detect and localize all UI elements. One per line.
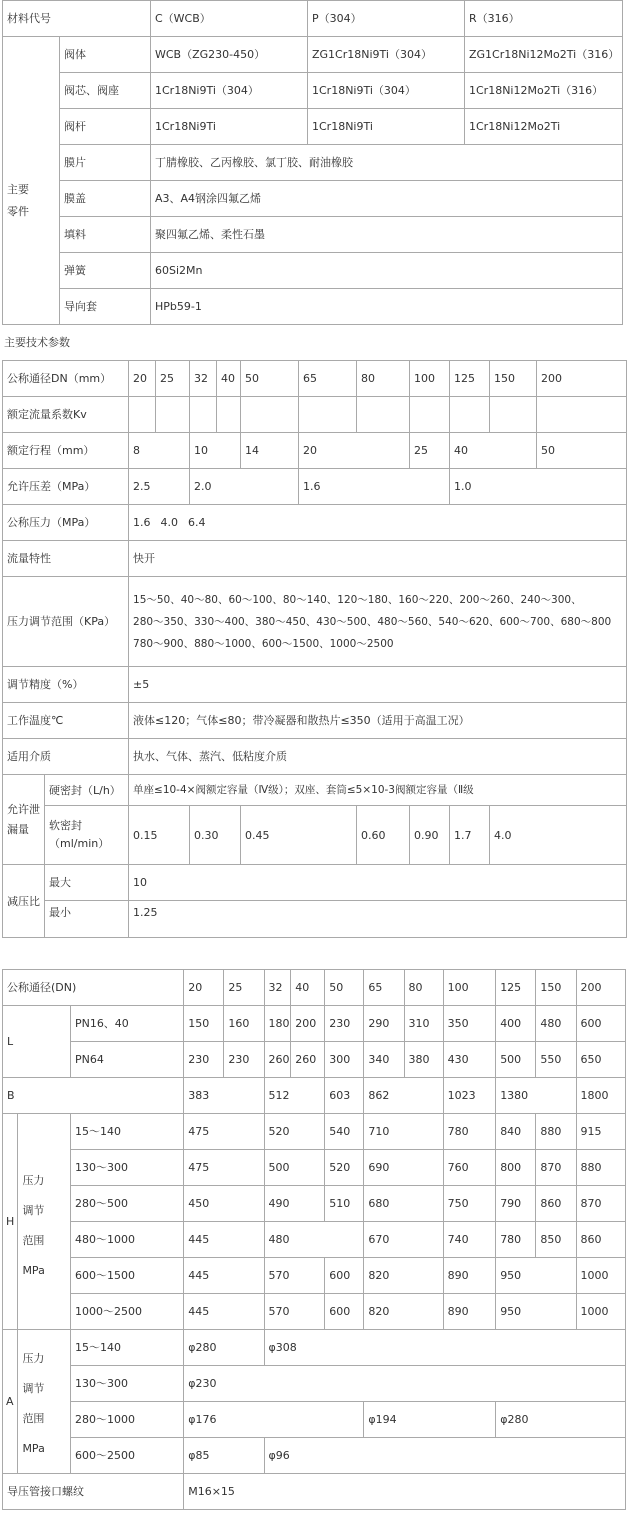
soft-value: 0.45 [241, 806, 357, 865]
stroke-value: 25 [410, 433, 450, 469]
material-r-header: R（316） [465, 1, 623, 37]
H-value: 445 [184, 1258, 264, 1294]
dims-dn-label: 公称通径(DN) [3, 970, 184, 1006]
accuracy-label: 调节精度（%） [3, 667, 129, 703]
soft-row [3, 806, 627, 865]
dn-value: 25 [156, 361, 190, 397]
H-row [3, 1222, 626, 1258]
medium-row [3, 739, 627, 775]
H-value: 670 [364, 1222, 443, 1258]
dims-dn-row [3, 970, 626, 1006]
dims-dn-value: 25 [224, 970, 264, 1006]
ratio-label: 减压比 [3, 865, 45, 938]
H-row [3, 1150, 626, 1186]
A-range: 130～300 [70, 1366, 183, 1402]
H-row [3, 1294, 626, 1330]
H-value: 520 [264, 1114, 325, 1150]
part-r-value: ZG1Cr18Ni12Mo2Ti（316） [465, 37, 623, 73]
stroke-label: 额定行程（mm） [3, 433, 129, 469]
pn1640-value: 150 [184, 1006, 224, 1042]
part-all-value: 丁腈橡胶、乙丙橡胶、氯丁胶、耐油橡胶 [151, 145, 623, 181]
side-label-unit: MPa [22, 1441, 45, 1455]
table-row [3, 37, 623, 73]
flow-label: 流量特性 [3, 541, 129, 577]
range-label: 压力调节范围（KPa） [3, 577, 129, 667]
H-value: 520 [325, 1150, 364, 1186]
A-label: A [3, 1330, 18, 1474]
min-label: 最小 [45, 901, 129, 938]
part-name: 填料 [60, 217, 151, 253]
dims-dn-value: 80 [404, 970, 443, 1006]
A-range: 15～140 [70, 1330, 183, 1366]
side-label-unit: MPa [22, 1263, 45, 1277]
H-value: 780 [443, 1114, 496, 1150]
pn1640-value: 480 [536, 1006, 576, 1042]
max-value: 10 [129, 865, 627, 901]
A-row [3, 1438, 626, 1474]
H-value: 445 [184, 1294, 264, 1330]
H-value: 570 [264, 1294, 325, 1330]
H-range: 480～1000 [70, 1222, 183, 1258]
part-name: 阀芯、阀座 [60, 73, 151, 109]
part-name: 膜盖 [60, 181, 151, 217]
stroke-value: 40 [450, 433, 537, 469]
pn-values [129, 505, 627, 541]
pn1640-value: 310 [404, 1006, 443, 1042]
pn1640-label: PN16、40 [70, 1006, 183, 1042]
dn-value: 150 [490, 361, 537, 397]
range-line-1: 15～50、40～80、60～100、80～140、120～180、160～220、200～260、240～300、 [133, 593, 582, 606]
part-all-value: A3、A4钢涂四氟乙烯 [151, 181, 623, 217]
H-value: 760 [443, 1150, 496, 1186]
side-label-range: 范围 [22, 1411, 45, 1425]
dims-dn-value: 50 [325, 970, 364, 1006]
dn-value: 40 [217, 361, 241, 397]
stroke-value: 10 [190, 433, 241, 469]
H-value: 860 [536, 1186, 576, 1222]
dn-value: 200 [537, 361, 627, 397]
pn1640-value: 160 [224, 1006, 264, 1042]
L-label: L [3, 1006, 71, 1078]
pn64-value: 230 [184, 1042, 224, 1078]
H-range: 15～140 [70, 1114, 183, 1150]
L-pn64-row [3, 1042, 626, 1078]
H-value: 500 [264, 1150, 325, 1186]
range-line-2: 280～350、330～400、380～450、430～500、480～560、540～620、600～700、680～800 780～900、880～1000、600～1500、1000～2500 [133, 615, 622, 650]
A-row [3, 1366, 626, 1402]
part-all-value: 聚四氟乙烯、柔性石墨 [151, 217, 623, 253]
H-value: 1000 [576, 1258, 626, 1294]
part-r-value: 1Cr18Ni12Mo2Ti（316） [465, 73, 623, 109]
part-p-value: ZG1Cr18Ni9Ti（304） [308, 37, 465, 73]
H-value: 870 [536, 1150, 576, 1186]
pn1640-value: 400 [496, 1006, 536, 1042]
H-value: 570 [264, 1258, 325, 1294]
stroke-row [3, 433, 627, 469]
dp-value: 2.0 [190, 469, 299, 505]
pn64-value: 430 [443, 1042, 496, 1078]
side-label-pressure: 压力 [22, 1173, 45, 1187]
H-value: 820 [364, 1258, 443, 1294]
hard-row [3, 775, 627, 806]
soft-label: 软密封（ml/min） [45, 806, 129, 865]
dn-value: 32 [190, 361, 217, 397]
main-parts-label-line2: 零件 [7, 204, 29, 218]
thread-value: M16×15 [184, 1474, 626, 1510]
H-value: 540 [325, 1114, 364, 1150]
kv-value [299, 397, 357, 433]
materials-table [2, 0, 623, 325]
thread-label: 导压管接口螺纹 [3, 1474, 184, 1510]
material-c-header: C（WCB） [151, 1, 308, 37]
H-value: 1000 [576, 1294, 626, 1330]
materials-header-row [3, 1, 623, 37]
side-label-pressure: 压力 [22, 1351, 45, 1365]
H-value: 870 [576, 1186, 626, 1222]
B-value: 512 [264, 1078, 325, 1114]
temp-label: 工作温度℃ [3, 703, 129, 739]
B-row [3, 1078, 626, 1114]
pn1640-value: 350 [443, 1006, 496, 1042]
H-side-label [18, 1114, 71, 1330]
hard-label: 硬密封（L/h） [45, 775, 129, 806]
part-name: 阀杆 [60, 109, 151, 145]
dn-label: 公称通径DN（mm） [3, 361, 129, 397]
A-side-label [18, 1330, 71, 1474]
part-p-value: 1Cr18Ni9Ti [308, 109, 465, 145]
H-value: 475 [184, 1150, 264, 1186]
H-value: 600 [325, 1294, 364, 1330]
range-value [129, 577, 627, 667]
pn64-value: 380 [404, 1042, 443, 1078]
pn64-value: 260 [291, 1042, 325, 1078]
B-value: 603 [325, 1078, 364, 1114]
H-value: 915 [576, 1114, 626, 1150]
kv-value [129, 397, 156, 433]
A-row [3, 1402, 626, 1438]
dimensions-table [2, 969, 626, 1510]
accuracy-row [3, 667, 627, 703]
main-parts-label-line1: 主要 [7, 182, 29, 196]
B-label: B [3, 1078, 184, 1114]
H-range: 600～1500 [70, 1258, 183, 1294]
pn64-value: 500 [496, 1042, 536, 1078]
soft-value: 0.60 [357, 806, 410, 865]
H-value: 710 [364, 1114, 443, 1150]
A-range: 600～2500 [70, 1438, 183, 1474]
dims-dn-value: 20 [184, 970, 224, 1006]
table-row [3, 145, 623, 181]
H-label: H [3, 1114, 18, 1330]
dims-dn-value: 150 [536, 970, 576, 1006]
soft-value: 0.15 [129, 806, 190, 865]
part-r-value: 1Cr18Ni12Mo2Ti [465, 109, 623, 145]
kv-value [156, 397, 190, 433]
H-value: 490 [264, 1186, 325, 1222]
kv-value [241, 397, 299, 433]
temp-row [3, 703, 627, 739]
part-c-value: 1Cr18Ni9Ti [151, 109, 308, 145]
soft-value: 0.90 [410, 806, 450, 865]
A-value: φ85 [184, 1438, 264, 1474]
table-row [3, 217, 623, 253]
pn1640-value: 600 [576, 1006, 626, 1042]
part-name: 弹簧 [60, 253, 151, 289]
A-row [3, 1330, 626, 1366]
dn-value: 125 [450, 361, 490, 397]
dims-dn-value: 200 [576, 970, 626, 1006]
part-c-value: WCB（ZG230-450） [151, 37, 308, 73]
max-label: 最大 [45, 865, 129, 901]
A-value: φ308 [264, 1330, 625, 1366]
H-value: 950 [496, 1258, 576, 1294]
range-row [3, 577, 627, 667]
dn-value: 50 [241, 361, 299, 397]
material-p-header: P（304） [308, 1, 465, 37]
soft-value: 0.30 [190, 806, 241, 865]
pn-value: 6.4 [188, 516, 206, 529]
kv-value [490, 397, 537, 433]
pn-label: 公称压力（MPa） [3, 505, 129, 541]
A-value: φ96 [264, 1438, 625, 1474]
pn-row [3, 505, 627, 541]
dn-value: 20 [129, 361, 156, 397]
H-value: 890 [443, 1294, 496, 1330]
L-pn1640-row [3, 1006, 626, 1042]
H-value: 880 [576, 1150, 626, 1186]
kv-value [537, 397, 627, 433]
pn1640-value: 230 [325, 1006, 364, 1042]
H-value: 890 [443, 1258, 496, 1294]
min-value: 1.25 [129, 901, 627, 938]
dims-dn-value: 40 [291, 970, 325, 1006]
H-value: 750 [443, 1186, 496, 1222]
part-name: 阀体 [60, 37, 151, 73]
H-value: 820 [364, 1294, 443, 1330]
kv-value [217, 397, 241, 433]
B-value: 383 [184, 1078, 264, 1114]
main-parts-label [3, 37, 60, 325]
soft-value: 1.7 [450, 806, 490, 865]
dp-value: 2.5 [129, 469, 190, 505]
B-value: 1023 [443, 1078, 496, 1114]
thread-row [3, 1474, 626, 1510]
part-all-value: 60Si2Mn [151, 253, 623, 289]
pn64-value: 650 [576, 1042, 626, 1078]
material-code-header: 材料代号 [3, 1, 151, 37]
hard-value: 单座≤10-4×阀额定容量（Ⅳ级）；双座、套筒≤5×10-3阀额定容量（Ⅱ级 [129, 775, 627, 806]
H-range: 280～500 [70, 1186, 183, 1222]
dims-dn-value: 32 [264, 970, 291, 1006]
dp-row [3, 469, 627, 505]
A-value: φ194 [364, 1402, 496, 1438]
pn64-label: PN64 [70, 1042, 183, 1078]
soft-value: 4.0 [490, 806, 627, 865]
pn-value: 4.0 [160, 516, 179, 529]
pn1640-value: 180 [264, 1006, 291, 1042]
H-value: 450 [184, 1186, 264, 1222]
params-table [2, 360, 627, 938]
dn-value: 100 [410, 361, 450, 397]
H-value: 740 [443, 1222, 496, 1258]
stroke-value: 50 [537, 433, 627, 469]
kv-value [450, 397, 490, 433]
kv-value [410, 397, 450, 433]
pn64-value: 300 [325, 1042, 364, 1078]
kv-row [3, 397, 627, 433]
table-row [3, 253, 623, 289]
ratio-max-row [3, 865, 627, 901]
B-value: 1380 [496, 1078, 576, 1114]
H-value: 950 [496, 1294, 576, 1330]
temp-value: 液体≤120；气体≤80；带冷凝器和散热片≤350（适用于高温工况） [129, 703, 627, 739]
H-value: 690 [364, 1150, 443, 1186]
kv-label: 额定流量系数Kv [3, 397, 129, 433]
H-row [3, 1114, 626, 1150]
flow-value: 快开 [129, 541, 627, 577]
A-value: φ280 [496, 1402, 626, 1438]
pn1640-value: 200 [291, 1006, 325, 1042]
dp-value: 1.0 [450, 469, 627, 505]
part-p-value: 1Cr18Ni9Ti（304） [308, 73, 465, 109]
H-row [3, 1258, 626, 1294]
H-value: 600 [325, 1258, 364, 1294]
H-value: 850 [536, 1222, 576, 1258]
dims-dn-value: 125 [496, 970, 536, 1006]
stroke-value: 14 [241, 433, 299, 469]
side-label-range: 范围 [22, 1233, 45, 1247]
H-value: 510 [325, 1186, 364, 1222]
B-value: 862 [364, 1078, 443, 1114]
H-range: 130～300 [70, 1150, 183, 1186]
pn-value: 1.6 [133, 516, 151, 529]
pn64-value: 340 [364, 1042, 404, 1078]
H-value: 445 [184, 1222, 264, 1258]
dn-row [3, 361, 627, 397]
dims-dn-value: 65 [364, 970, 404, 1006]
dp-label: 允许压差（MPa） [3, 469, 129, 505]
dims-dn-value: 100 [443, 970, 496, 1006]
H-value: 480 [264, 1222, 364, 1258]
part-all-value: HPb59-1 [151, 289, 623, 325]
leak-label: 允许泄漏量 [3, 775, 45, 865]
medium-value: 执水、气体、蒸汽、低粘度介质 [129, 739, 627, 775]
H-value: 840 [496, 1114, 536, 1150]
A-value: φ230 [184, 1366, 626, 1402]
side-label-regulate: 调节 [22, 1203, 45, 1217]
accuracy-value: ±5 [129, 667, 627, 703]
stroke-value: 8 [129, 433, 190, 469]
H-value: 800 [496, 1150, 536, 1186]
H-value: 880 [536, 1114, 576, 1150]
H-value: 780 [496, 1222, 536, 1258]
kv-value [190, 397, 217, 433]
part-name: 导向套 [60, 289, 151, 325]
A-range: 280～1000 [70, 1402, 183, 1438]
H-value: 475 [184, 1114, 264, 1150]
dn-value: 80 [357, 361, 410, 397]
H-row [3, 1186, 626, 1222]
pn64-value: 230 [224, 1042, 264, 1078]
dn-value: 65 [299, 361, 357, 397]
H-range: 1000～2500 [70, 1294, 183, 1330]
B-value: 1800 [576, 1078, 626, 1114]
dp-value: 1.6 [299, 469, 450, 505]
table-row [3, 73, 623, 109]
side-label-regulate: 调节 [22, 1381, 45, 1395]
params-caption: 主要技术参数 [4, 336, 70, 349]
pn64-value: 550 [536, 1042, 576, 1078]
H-value: 680 [364, 1186, 443, 1222]
kv-value [357, 397, 410, 433]
ratio-min-row [3, 901, 627, 938]
medium-label: 适用介质 [3, 739, 129, 775]
pn1640-value: 290 [364, 1006, 404, 1042]
stroke-value: 20 [299, 433, 410, 469]
H-value: 860 [576, 1222, 626, 1258]
table-row [3, 289, 623, 325]
A-value: φ280 [184, 1330, 264, 1366]
part-name: 膜片 [60, 145, 151, 181]
H-value: 790 [496, 1186, 536, 1222]
pn64-value: 260 [264, 1042, 291, 1078]
table-row [3, 181, 623, 217]
A-value: φ176 [184, 1402, 364, 1438]
part-c-value: 1Cr18Ni9Ti（304） [151, 73, 308, 109]
flow-row [3, 541, 627, 577]
table-row [3, 109, 623, 145]
